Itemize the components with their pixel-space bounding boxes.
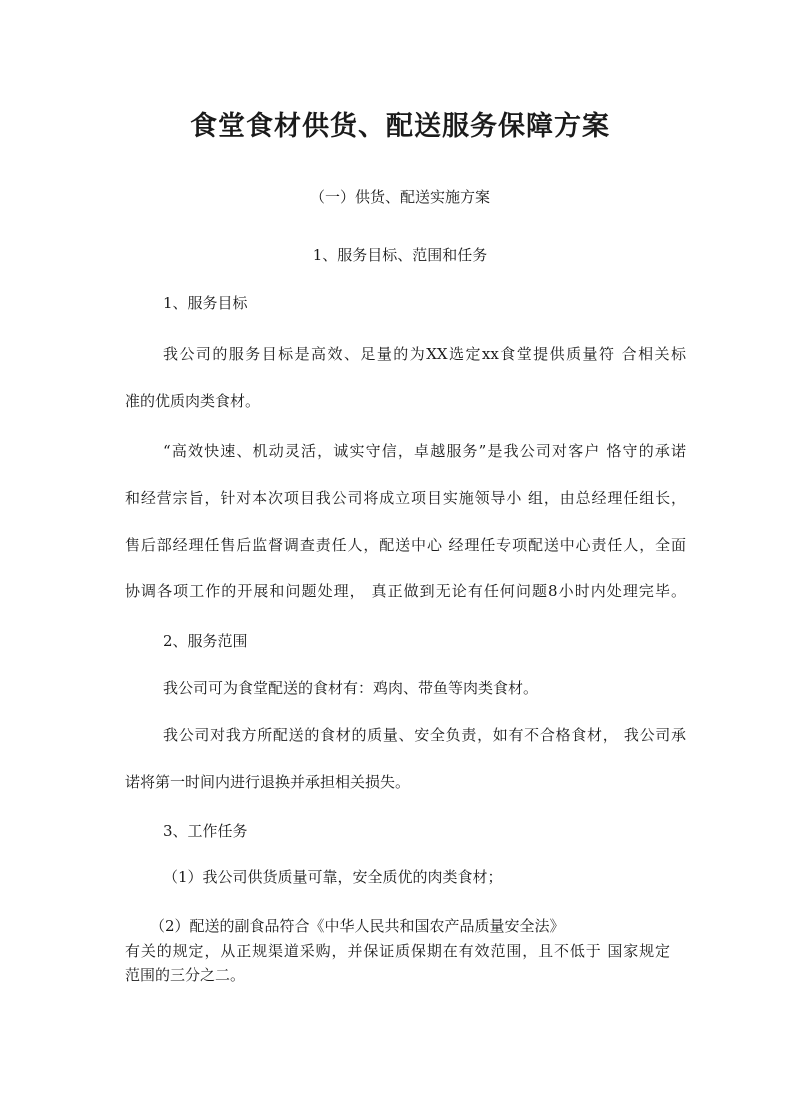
scope-heading: 2、服务范围 bbox=[163, 632, 248, 650]
commitment-paragraph-line: 和经营宗旨，针对本次项目我公司将成立项目实施领导小 组，由总经理任组长， bbox=[125, 489, 686, 507]
task-item-2-line: 范围的三分之二。 bbox=[125, 966, 246, 984]
subsection-heading: 1、服务目标、范围和任务 bbox=[312, 246, 488, 264]
goal-paragraph-line: 我公司的服务目标是高效、足量的为XX选定xx食堂提供质量符 合相关标 bbox=[163, 345, 686, 363]
section-heading: （一）供货、配送实施方案 bbox=[309, 188, 490, 206]
task-item-2-line: 有关的规定，从正规渠道采购，并保证质保期在有效范围，且不低于 国家规定 bbox=[125, 942, 670, 960]
task-item-2-line: （2）配送的副食品符合《中华人民共和国农产品质量安全法》 bbox=[150, 917, 565, 935]
quality-paragraph-line: 诺将第一时间内进行退换并承担相关损失。 bbox=[125, 773, 411, 791]
document-title: 食堂食材供货、配送服务保障方案 bbox=[190, 111, 610, 142]
goal-paragraph-line: 准的优质肉类食材。 bbox=[125, 392, 261, 410]
commitment-paragraph-line: “高效快速、机动灵活，诚实守信，卓越服务”是我公司对客户 恪守的承诺 bbox=[163, 442, 686, 460]
scope-paragraph: 我公司可为食堂配送的食材有：鸡肉、带鱼等肉类食材。 bbox=[163, 679, 539, 697]
goal-heading: 1、服务目标 bbox=[163, 294, 248, 312]
task-item-1: （1）我公司供货质量可靠，安全质优的肉类食材； bbox=[163, 868, 503, 886]
quality-paragraph-line: 我公司对我方所配送的食材的质量、安全负责，如有不合格食材， 我公司承 bbox=[163, 726, 686, 744]
commitment-paragraph-line: 协调各项工作的开展和问题处理， 真正做到无论有任何问题8小时内处理完毕。 bbox=[125, 582, 686, 600]
tasks-heading: 3、工作任务 bbox=[163, 822, 248, 840]
commitment-paragraph-line: 售后部经理任售后监督调查责任人，配送中心 经理任专项配送中心责任人，全面 bbox=[125, 536, 686, 554]
